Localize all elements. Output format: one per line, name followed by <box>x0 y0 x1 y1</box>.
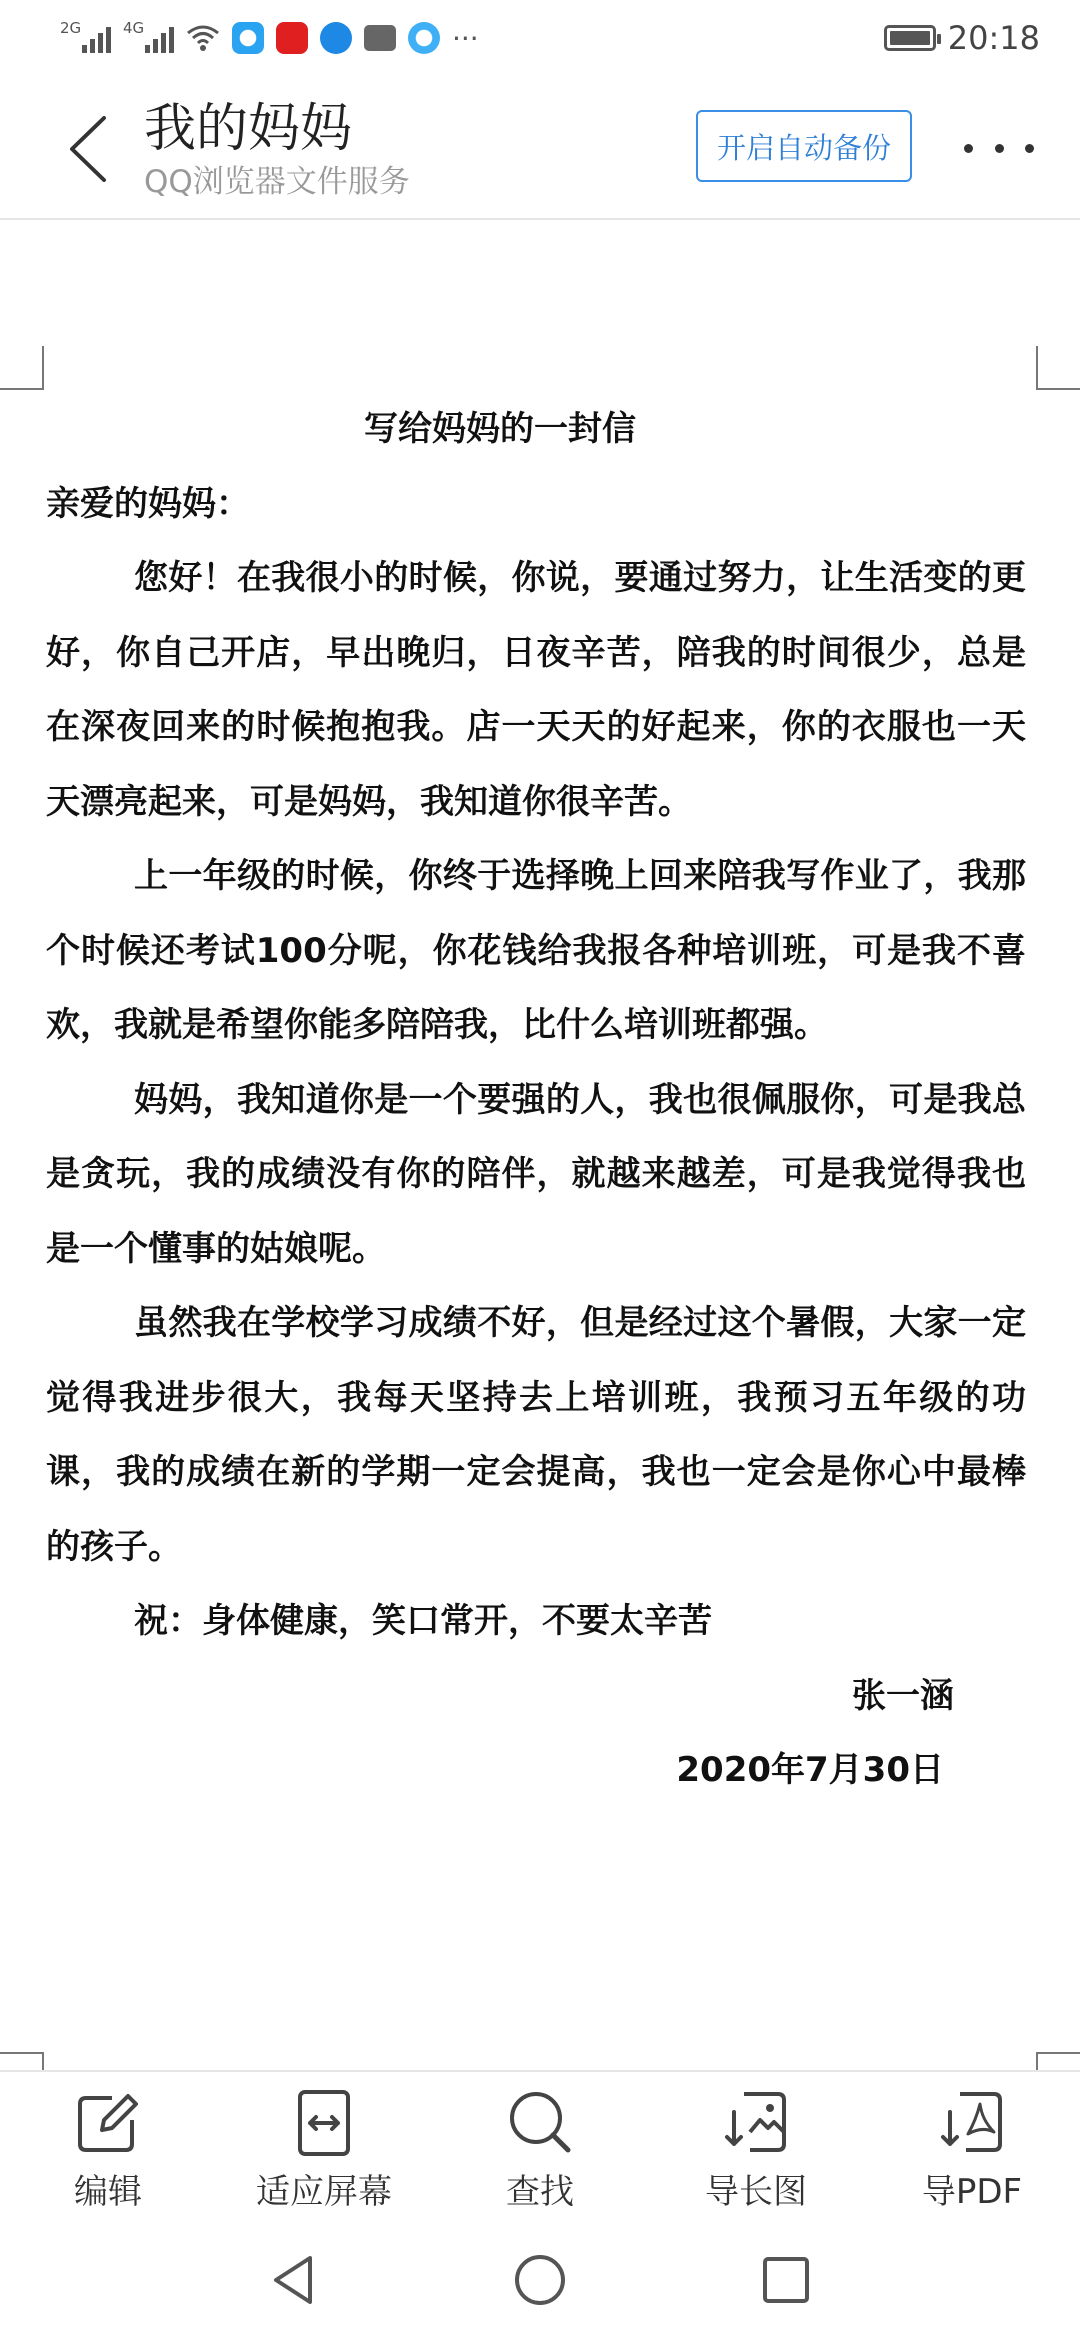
more-options-button[interactable] <box>964 128 1034 168</box>
status-bar <box>0 0 1080 76</box>
fit-screen-label: 适应屏幕 <box>256 2172 392 2212</box>
back-button[interactable] <box>58 114 118 184</box>
clock: 20:18 <box>947 19 1040 57</box>
more-dot-icon <box>995 144 1004 153</box>
letter-wish: 祝：身体健康，笑口常开，不要太辛苦 <box>134 1601 712 1641</box>
more-dot-icon <box>964 144 973 153</box>
bottom-toolbar <box>0 2070 1080 2220</box>
signal-4g-label: 4G <box>123 19 145 37</box>
export-pdf-icon <box>936 2086 1008 2158</box>
more-notifications-icon: ··· <box>452 21 479 55</box>
pinduoduo-app-icon <box>276 22 308 54</box>
export-pdf-label: 导PDF <box>921 2172 1023 2212</box>
title-bar <box>0 76 1080 220</box>
letter-title: 写给妈妈的一封信 <box>364 409 636 449</box>
fit-screen-button[interactable] <box>224 2086 424 2213</box>
export-long-image-button[interactable] <box>656 2086 856 2213</box>
signal-4g-icon <box>123 19 174 53</box>
back-arrow-icon <box>68 116 108 182</box>
export-long-image-label: 导长图 <box>705 2172 807 2212</box>
letter-signature: 张一涵 <box>852 1675 954 1716</box>
letter-paragraph: 您好！在我很小的时候，你说，要通过努力，让生活变的更好，你自己开店，早出晚归，日夜辛苦，陪我的时间很少，总是在深夜回来的时候抱抱我。店一天天的好起来，你的衣服也一天天漂亮起来，可是妈妈，我知道你很辛苦。 <box>46 558 1026 822</box>
auto-backup-button[interactable]: 开启自动备份 <box>696 110 912 182</box>
page-corner-mark <box>0 346 44 390</box>
letter-content <box>46 392 1026 1808</box>
qq-browser-app-icon <box>408 22 440 54</box>
qq-app-icon <box>232 22 264 54</box>
browser-app-icon <box>320 22 352 54</box>
nav-home-icon[interactable] <box>512 2252 568 2308</box>
search-label: 查找 <box>506 2172 574 2212</box>
letter-greeting: 亲爱的妈妈： <box>46 483 250 524</box>
letter-paragraph: 上一年级的时候，你终于选择晚上回来陪我写作业了，我那个时候还考试100分呢，你花钱给我报各种培训班，可是我不喜欢，我就是希望你能多陪陪我，比什么培训班都强。 <box>46 856 1026 1045</box>
signal-2g-icon <box>60 19 111 53</box>
wifi-icon <box>186 23 220 53</box>
fit-screen-icon <box>288 2086 360 2158</box>
letter-date: 2020年7月30日 <box>676 1750 944 1790</box>
battery-icon <box>884 25 936 51</box>
signal-2g-label: 2G <box>60 19 82 37</box>
search-button[interactable] <box>440 2086 640 2213</box>
letter-paragraph: 妈妈，我知道你是一个要强的人，我也很佩服你，可是我总是贪玩，我的成绩没有你的陪伴，就越来越差，可是我觉得我也是一个懂事的姑娘呢。 <box>46 1079 1026 1269</box>
search-icon <box>504 2086 576 2158</box>
document-viewer[interactable] <box>0 222 1080 2070</box>
export-image-icon <box>720 2086 792 2158</box>
edit-button[interactable] <box>8 2086 208 2213</box>
letter-paragraph: 虽然我在学校学习成绩不好，但是经过这个暑假，大家一定觉得我进步很大，我每天坚持去上培训班，我预习五年级的功课，我的成绩在新的学期一定会提高，我也一定会是你心中最棒的孩子。 <box>46 1303 1026 1567</box>
more-dot-icon <box>1025 144 1034 153</box>
page-title: 我的妈妈 <box>144 99 353 159</box>
nav-back-icon[interactable] <box>266 2252 322 2308</box>
page-corner-mark <box>1036 346 1080 390</box>
system-navigation-bar <box>0 2220 1080 2340</box>
page-subtitle: QQ浏览器文件服务 <box>144 164 410 200</box>
edit-icon <box>72 2086 144 2158</box>
edit-label: 编辑 <box>74 2172 142 2212</box>
export-pdf-button[interactable] <box>872 2086 1072 2213</box>
briefcase-icon <box>364 25 396 51</box>
title-block <box>144 96 410 202</box>
nav-recents-icon[interactable] <box>758 2252 814 2308</box>
